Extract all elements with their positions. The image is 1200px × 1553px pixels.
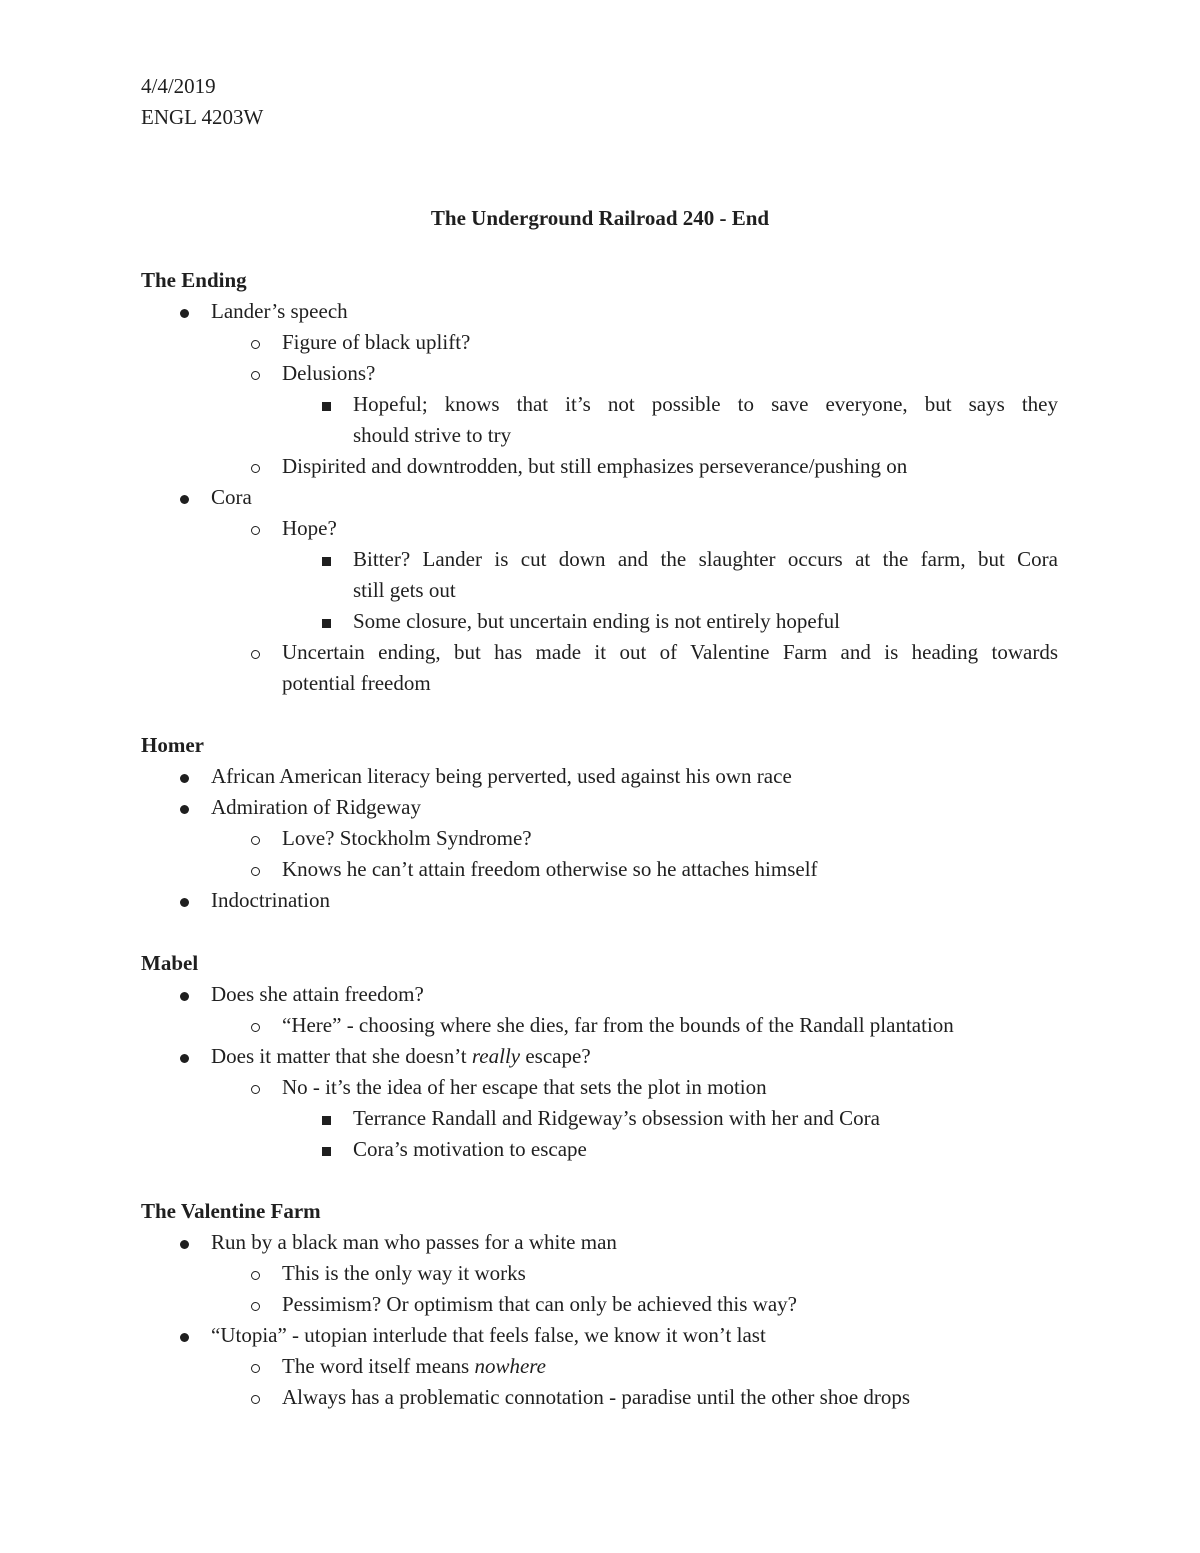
emphasis-text: nowhere: [474, 1354, 546, 1378]
bullet-disc-icon: [172, 296, 196, 327]
section-heading-valentine-farm: The Valentine Farm: [141, 1199, 321, 1223]
list-item: Uncertain ending, but has made it out of Valentine Farm and is heading towards: [282, 640, 1058, 664]
bullet-square-icon: [314, 389, 338, 420]
bullet-circle-icon: [243, 1010, 267, 1041]
bullet-disc-icon: [172, 885, 196, 916]
bullet-circle-icon: [243, 1382, 267, 1413]
bullet-square-icon: [314, 1134, 338, 1165]
list-item-continued: still gets out: [353, 578, 456, 602]
list-item: Indoctrination: [211, 888, 330, 912]
list-item: Cora: [211, 485, 252, 509]
page-title: The Underground Railroad 240 - End: [430, 206, 770, 230]
bullet-disc-icon: [172, 1227, 196, 1258]
list-item: Terrance Randall and Ridgeway’s obsession with her and Cora: [353, 1106, 880, 1130]
section-heading-homer: Homer: [141, 733, 204, 757]
bullet-circle-icon: [243, 513, 267, 544]
list-item: “Here” - choosing where she dies, far from the bounds of the Randall plantation: [282, 1013, 954, 1037]
section-heading-mabel: Mabel: [141, 951, 199, 975]
list-item-continued: potential freedom: [282, 671, 431, 695]
bullet-disc-icon: [172, 1041, 196, 1072]
list-item: No - it’s the idea of her escape that sets the plot in motion: [282, 1075, 767, 1099]
list-item: [211, 1041, 591, 1072]
emphasis-text: really: [471, 1044, 521, 1068]
bullet-disc-icon: [172, 1320, 196, 1351]
list-item: Does she attain freedom?: [211, 982, 424, 1006]
bullet-square-icon: [314, 1103, 338, 1134]
list-item-text: Does it matter that she doesn’t: [211, 1044, 472, 1068]
date-text: 4/4/2019: [141, 74, 216, 98]
bullet-circle-icon: [243, 854, 267, 885]
list-item: This is the only way it works: [282, 1261, 526, 1285]
bullet-circle-icon: [243, 451, 267, 482]
list-item: Bitter? Lander is cut down and the slaughter occurs at the farm, but Cora: [353, 547, 1058, 571]
bullet-circle-icon: [243, 1258, 267, 1289]
bullet-circle-icon: [243, 637, 267, 668]
bullet-square-icon: [314, 606, 338, 637]
bullet-circle-icon: [243, 358, 267, 389]
list-item: Admiration of Ridgeway: [211, 795, 421, 819]
list-item-text: escape?: [520, 1044, 591, 1068]
bullet-disc-icon: [172, 761, 196, 792]
list-item-text: The word itself means: [282, 1354, 475, 1378]
bullet-circle-icon: [243, 1072, 267, 1103]
bullet-disc-icon: [172, 979, 196, 1010]
list-item: Delusions?: [282, 361, 376, 385]
bullet-square-icon: [314, 544, 338, 575]
list-item: [282, 1351, 546, 1382]
list-item: Lander’s speech: [211, 299, 348, 323]
bullet-disc-icon: [172, 792, 196, 823]
bullet-circle-icon: [243, 823, 267, 854]
list-item: Dispirited and downtrodden, but still emphasizes perseverance/pushing on: [282, 454, 908, 478]
list-item: Run by a black man who passes for a white man: [211, 1230, 617, 1254]
list-item: Hopeful; knows that it’s not possible to save everyone, but says they: [353, 392, 1058, 416]
list-item: Some closure, but uncertain ending is not entirely hopeful: [353, 609, 840, 633]
list-item: Always has a problematic connotation - paradise until the other shoe drops: [282, 1385, 911, 1409]
list-item: African American literacy being perverted, used against his own race: [211, 764, 792, 788]
course-text: ENGL 4203W: [141, 105, 264, 129]
list-item-continued: should strive to try: [353, 423, 512, 447]
bullet-disc-icon: [172, 482, 196, 513]
bullet-circle-icon: [243, 1289, 267, 1320]
bullet-circle-icon: [243, 1351, 267, 1382]
list-item: “Utopia” - utopian interlude that feels false, we know it won’t last: [211, 1323, 766, 1347]
list-item: Love? Stockholm Syndrome?: [282, 826, 532, 850]
list-item: Figure of black uplift?: [282, 330, 471, 354]
bullet-circle-icon: [243, 327, 267, 358]
list-item: Cora’s motivation to escape: [353, 1137, 587, 1161]
list-item: Knows he can’t attain freedom otherwise so he attaches himself: [282, 857, 818, 881]
section-heading-ending: The Ending: [141, 268, 247, 292]
list-item: Pessimism? Or optimism that can only be achieved this way?: [282, 1292, 797, 1316]
list-item: Hope?: [282, 516, 337, 540]
